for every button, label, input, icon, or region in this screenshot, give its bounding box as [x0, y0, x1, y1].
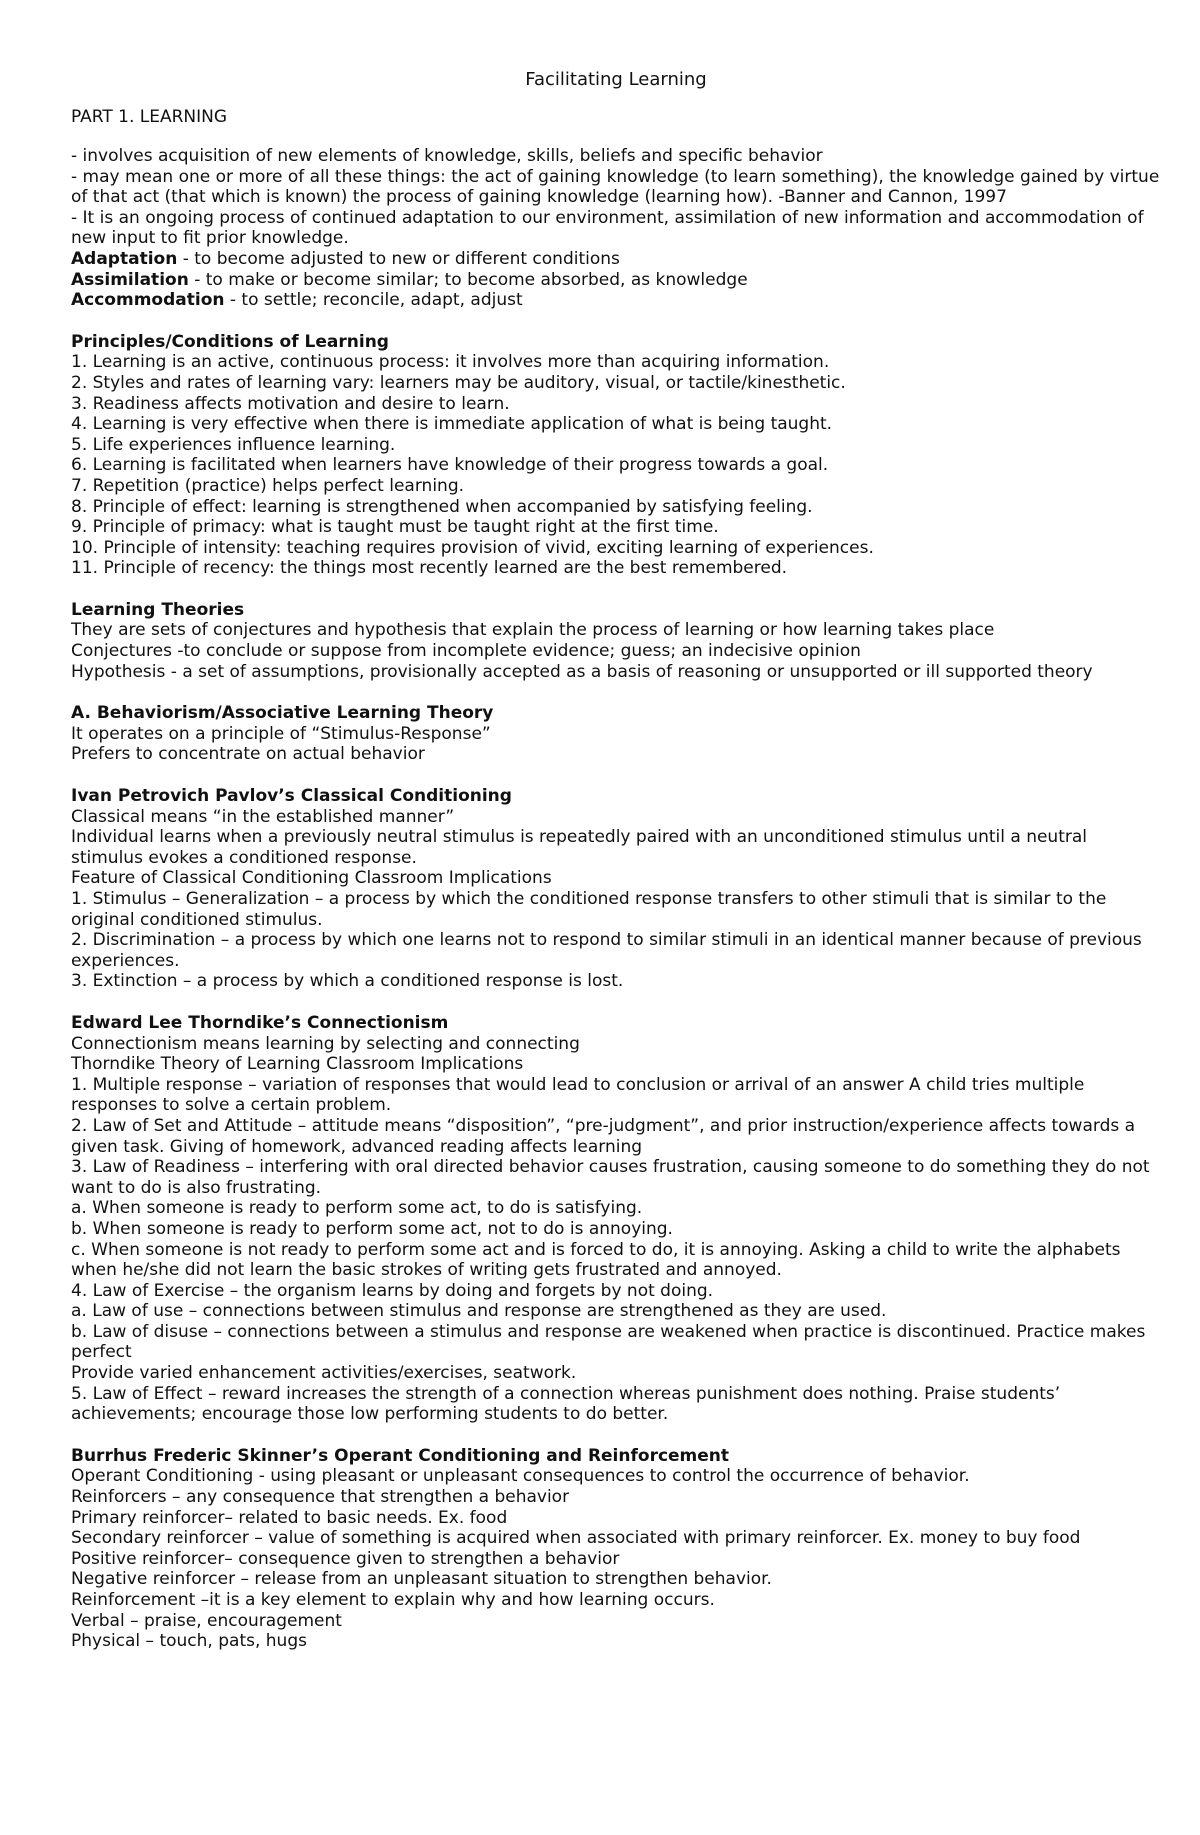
- text-line: Operant Conditioning - using pleasant or unpleasant consequences to control the occurrence of behavior.: [71, 1466, 970, 1487]
- list-item: a. When someone is ready to perform some act, to do is satisfying.: [71, 1198, 643, 1219]
- section-heading: Burrhus Frederic Skinner’s Operant Conditioning and Reinforcement: [71, 1445, 730, 1466]
- term-name: Assimilation: [71, 269, 189, 290]
- text-line: Thorndike Theory of Learning Classroom Implications: [71, 1054, 524, 1075]
- text-line: Primary reinforcer– related to basic needs. Ex. food: [71, 1507, 508, 1528]
- list-item: 3. Readiness affects motivation and desire to learn.: [71, 393, 510, 414]
- skinner-section: [71, 1446, 1161, 1652]
- list-item: 2. Styles and rates of learning vary: learners may be auditory, visual, or tactile/kinesthetic.: [71, 372, 846, 393]
- intro-line: - involves acquisition of new elements of knowledge, skills, beliefs and specific behavior: [71, 146, 823, 166]
- pavlov-section: [71, 786, 1161, 992]
- text-line: Conjectures -to conclude or suppose from incomplete evidence; guess; an indecisive opinion: [71, 641, 861, 662]
- term-definition: [71, 270, 1161, 291]
- list-item: 1. Multiple response – variation of responses that would lead to conclusion or arrival of an answer A child tries multiple responses to solve a certain problem.: [71, 1074, 1085, 1116]
- term-definition: [71, 249, 1161, 270]
- list-item: 5. Life experiences influence learning.: [71, 434, 396, 455]
- section-heading: Learning Theories: [71, 599, 245, 620]
- list-item: 2. Law of Set and Attitude – attitude means “disposition”, “pre-judgment”, and prior instruction/experience affects towards a given task. Giving of homework, advanced reading affects learning: [71, 1115, 1136, 1157]
- list-item: 6. Learning is facilitated when learners have knowledge of their progress towards a goal.: [71, 455, 829, 476]
- intro-block: [71, 146, 1161, 311]
- text-line: Prefers to concentrate on actual behavior: [71, 744, 425, 765]
- list-item: 7. Repetition (practice) helps perfect learning.: [71, 475, 465, 496]
- list-item: 5. Law of Effect – reward increases the strength of a connection whereas punishment does nothing. Praise students’ achievements; encourage those low performing students to do better.: [71, 1383, 1061, 1425]
- spacer: [71, 682, 1161, 703]
- spacer: [71, 311, 1161, 332]
- part-heading: PART 1. LEARNING: [71, 107, 228, 127]
- spacer: [71, 1425, 1161, 1446]
- list-item: 4. Law of Exercise – the organism learns by doing and forgets by not doing.: [71, 1280, 714, 1301]
- spacer: [71, 765, 1161, 786]
- intro-line: - may mean one or more of all these things: the act of gaining knowledge (to learn something), the knowledge gained by virtue of that act (that which is known) the process of gaining knowledge (learning how). -Banner and Cannon, 1997: [71, 166, 1160, 208]
- text-line: Feature of Classical Conditioning Classroom Implications: [71, 868, 552, 889]
- text-line: Individual learns when a previously neutral stimulus is repeatedly paired with an unconditioned stimulus until a neutral stimulus evokes a conditioned response.: [71, 827, 1087, 868]
- section-heading: Edward Lee Thorndike’s Connectionism: [71, 1012, 449, 1033]
- list-item: 3. Law of Readiness – interfering with oral directed behavior causes frustration, causing someone to do something they do not want to do is also frustrating.: [71, 1157, 1150, 1198]
- list-item: a. Law of use – connections between stimulus and response are strengthened as they are used.: [71, 1301, 887, 1322]
- term-text: - to make or become similar; to become absorbed, as knowledge: [188, 269, 748, 290]
- text-line: Classical means “in the established manner”: [71, 806, 455, 827]
- list-item: 2. Discrimination – a process by which one learns not to respond to similar stimuli in an identical manner because of previous experiences.: [71, 930, 1142, 971]
- term-definition: [71, 290, 1161, 311]
- text-line: Provide varied enhancement activities/exercises, seatwork.: [71, 1363, 577, 1384]
- document-title: Facilitating Learning: [525, 69, 707, 90]
- term-name: Adaptation: [71, 248, 178, 269]
- principles-section: [71, 332, 1161, 579]
- text-line: Connectionism means learning by selecting and connecting: [71, 1033, 580, 1054]
- list-item: 9. Principle of primacy: what is taught must be taught right at the first time.: [71, 517, 719, 538]
- text-line: Hypothesis - a set of assumptions, provisionally accepted as a basis of reasoning or unsupported or ill supported theory: [71, 661, 1093, 682]
- text-line: Physical – touch, pats, hugs: [71, 1631, 307, 1652]
- theories-section: [71, 600, 1161, 682]
- list-item: 10. Principle of intensity: teaching requires provision of vivid, exciting learning of experiences.: [71, 537, 874, 558]
- list-item: 1. Learning is an active, continuous process: it involves more than acquiring information.: [71, 352, 830, 373]
- behaviorism-section: [71, 703, 1161, 765]
- text-line: Negative reinforcer – release from an unpleasant situation to strengthen behavior.: [71, 1569, 772, 1590]
- term-text: - to settle; reconcile, adapt, adjust: [224, 290, 523, 311]
- text-line: Reinforcement –it is a key element to explain why and how learning occurs.: [71, 1590, 715, 1610]
- text-line: They are sets of conjectures and hypothesis that explain the process of learning or how learning takes place: [71, 620, 995, 641]
- intro-line: - It is an ongoing process of continued adaptation to our environment, assimilation of new information and accommodation of new input to fit prior knowledge.: [71, 207, 1144, 249]
- list-item: b. Law of disuse – connections between a stimulus and response are weakened when practice is discontinued. Practice makes perfect: [71, 1321, 1146, 1363]
- text-line: Positive reinforcer– consequence given to strengthen a behavior: [71, 1548, 620, 1569]
- document-body: [71, 68, 1161, 1652]
- text-line: Verbal – praise, encouragement: [71, 1610, 342, 1631]
- list-item: b. When someone is ready to perform some act, not to do is annoying.: [71, 1218, 673, 1239]
- list-item: 11. Principle of recency: the things most recently learned are the best remembered.: [71, 558, 788, 579]
- text-line: Reinforcers – any consequence that strengthen a behavior: [71, 1487, 570, 1508]
- spacer: [71, 579, 1161, 600]
- list-item: 3. Extinction – a process by which a conditioned response is lost.: [71, 971, 624, 992]
- section-heading: Ivan Petrovich Pavlov’s Classical Conditioning: [71, 786, 512, 807]
- text-line: Secondary reinforcer – value of something is acquired when associated with primary reinforcer. Ex. money to buy food: [71, 1528, 1081, 1549]
- term-text: - to become adjusted to new or different conditions: [177, 248, 620, 269]
- section-heading: A. Behaviorism/Associative Learning Theory: [71, 703, 494, 724]
- list-item: 4. Learning is very effective when there is immediate application of what is being taught.: [71, 414, 833, 435]
- text-line: It operates on a principle of “Stimulus-Response”: [71, 723, 491, 744]
- list-item: c. When someone is not ready to perform some act and is forced to do, it is annoying. Asking a child to write the alphabets when he/she did not learn the basic strokes of writing gets frustrated and annoyed.: [71, 1239, 1121, 1281]
- spacer: [71, 992, 1161, 1013]
- term-name: Accommodation: [71, 290, 225, 311]
- thorndike-section: [71, 1013, 1161, 1425]
- list-item: 8. Principle of effect: learning is strengthened when accompanied by satisfying feeling.: [71, 496, 813, 517]
- list-item: 1. Stimulus – Generalization – a process by which the conditioned response transfers to other stimuli that is similar to the original conditioned stimulus.: [71, 889, 1107, 930]
- section-heading: Principles/Conditions of Learning: [71, 331, 389, 352]
